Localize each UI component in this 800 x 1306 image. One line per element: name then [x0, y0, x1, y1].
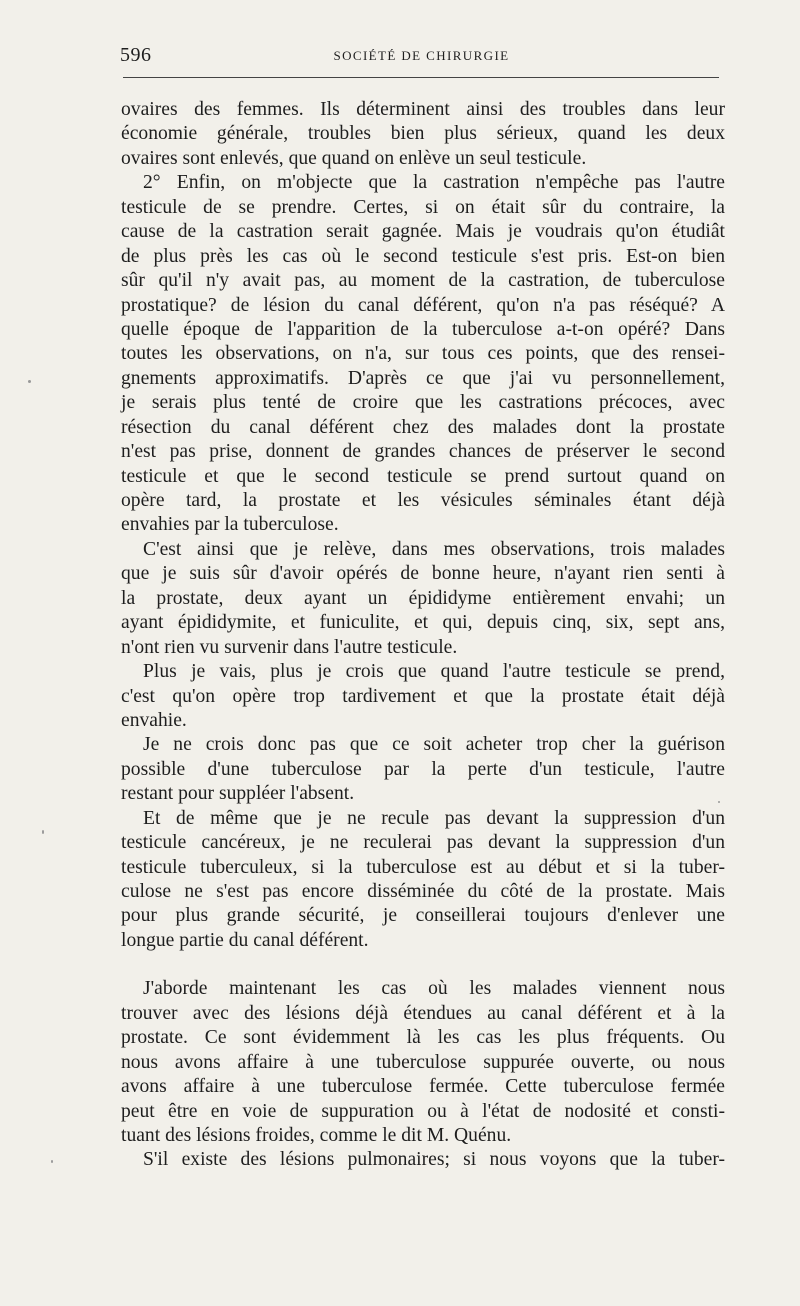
text-line: S'il existe des lésions pulmonaires; si nous voyons que la tuber-: [143, 1149, 725, 1171]
text-line: résection du canal déférent chez des malades dont la prostate: [121, 416, 725, 438]
margin-speck: [718, 801, 720, 803]
paragraph: [121, 98, 725, 171]
margin-speck: [51, 1160, 53, 1163]
text-line: cause de la castration serait gagnée. Mais je voudrais qu'on étudiât: [121, 221, 725, 243]
text-line: pour plus grande sécurité, je conseillerai toujours d'enlever une: [121, 905, 725, 927]
text-line: la prostate, deux ayant un épididyme entièrement envahi; un: [121, 587, 725, 609]
paragraph: [121, 733, 725, 806]
text-line: testicule tuberculeux, si la tuberculose est au début et si la tuber-: [121, 856, 725, 878]
text-line: Et de même que je ne recule pas devant la suppression d'un: [143, 807, 725, 829]
text-line: ovaires des femmes. Ils déterminent ainsi des troubles dans leur: [121, 99, 725, 120]
text-line: restant pour suppléer l'absent.: [121, 783, 355, 805]
text-line: c'est qu'on opère trop tardivement et que la prostate était déjà: [121, 685, 725, 707]
text-line: prostate. Ce sont évidemment là les cas les plus fréquents. Ou: [121, 1027, 725, 1049]
text-line: de plus près les cas où le second testicule s'est pris. Est-on bien: [121, 245, 725, 267]
text-line: testicule et que le second testicule se prend surtout quand on: [121, 465, 725, 487]
text-line: envahies par la tuberculose.: [121, 514, 339, 536]
paragraph: [121, 538, 725, 660]
paragraph: [121, 977, 725, 1148]
section-gap: [121, 953, 725, 977]
text-line: 2° Enfin, on m'objecte que la castration n'empêche pas l'autre: [143, 172, 725, 194]
text-line: possible d'une tuberculose par la perte d'un testicule, l'autre: [121, 758, 725, 780]
text-line: sûr qu'il n'y avait pas, au moment de la castration, de tuberculose: [121, 270, 725, 292]
body-text: [121, 98, 725, 1173]
running-title: SOCIÉTÉ DE CHIRURGIE: [333, 48, 510, 63]
text-line: prostatique? de lésion du canal déférent, qu'on n'a pas réséqué? A: [121, 294, 725, 316]
text-line: culose ne s'est pas encore disséminée du côté de la prostate. Mais: [121, 881, 725, 902]
text-line: C'est ainsi que je relève, dans mes observations, trois malades: [143, 538, 725, 560]
text-line: envahie.: [121, 709, 187, 731]
text-line: avons affaire à une tuberculose fermée. Cette tuberculose fermée: [121, 1076, 725, 1098]
text-line: testicule de se prendre. Certes, si on était sûr du contraire, la: [121, 196, 725, 218]
page-header: [120, 44, 723, 70]
text-line: opère tard, la prostate et les vésicules séminales étant déjà: [121, 490, 725, 511]
text-line: que je suis sûr d'avoir opérés de bonne heure, n'ayant rien senti à: [121, 563, 725, 585]
text-line: Je ne crois donc pas que ce soit acheter trop cher la guérison: [143, 734, 725, 756]
page-number: 596: [120, 44, 152, 66]
paragraph: [121, 660, 725, 733]
text-line: ayant épididymite, et funiculite, et qui, depuis cinq, six, sept ans,: [121, 612, 725, 634]
paragraph: [121, 171, 725, 538]
text-line: n'ont rien vu survenir dans l'autre testicule.: [121, 636, 458, 658]
margin-speck: [42, 830, 44, 834]
text-line: nous avons affaire à une tuberculose suppurée ouverte, ou nous: [121, 1051, 725, 1073]
text-line: quelle époque de l'apparition de la tuberculose a-t-on opéré? Dans: [121, 318, 725, 340]
margin-speck: [28, 380, 31, 383]
text-line: toutes les observations, on n'a, sur tous ces points, que des rensei-: [121, 343, 725, 365]
text-line: peut être en voie de suppuration ou à l'état de nodosité et consti-: [121, 1100, 725, 1122]
text-line: trouver avec des lésions déjà étendues au canal déférent et à la: [121, 1002, 725, 1024]
text-line: J'aborde maintenant les cas où les malades viennent nous: [143, 978, 725, 1000]
text-line: longue partie du canal déférent.: [121, 929, 369, 951]
text-line: gnements approximatifs. D'après ce que j'ai vu personnellement,: [121, 367, 725, 389]
text-line: n'est pas prise, donnent de grandes chances de préserver le second: [121, 441, 725, 463]
header-rule: [123, 77, 719, 78]
text-line: je serais plus tenté de croire que les castrations précoces, avec: [121, 392, 725, 414]
text-line: Plus je vais, plus je crois que quand l'autre testicule se prend,: [143, 661, 725, 683]
text-line: testicule cancéreux, je ne reculerai pas devant la suppression d'un: [121, 832, 725, 854]
text-line: économie générale, troubles bien plus sérieux, quand les deux: [121, 123, 725, 145]
text-line: tuant des lésions froides, comme le dit M. Quénu.: [121, 1124, 512, 1146]
text-line: ovaires sont enlevés, que quand on enlève un seul testicule.: [121, 147, 587, 169]
paragraph: [121, 1148, 725, 1172]
paragraph: [121, 807, 725, 954]
